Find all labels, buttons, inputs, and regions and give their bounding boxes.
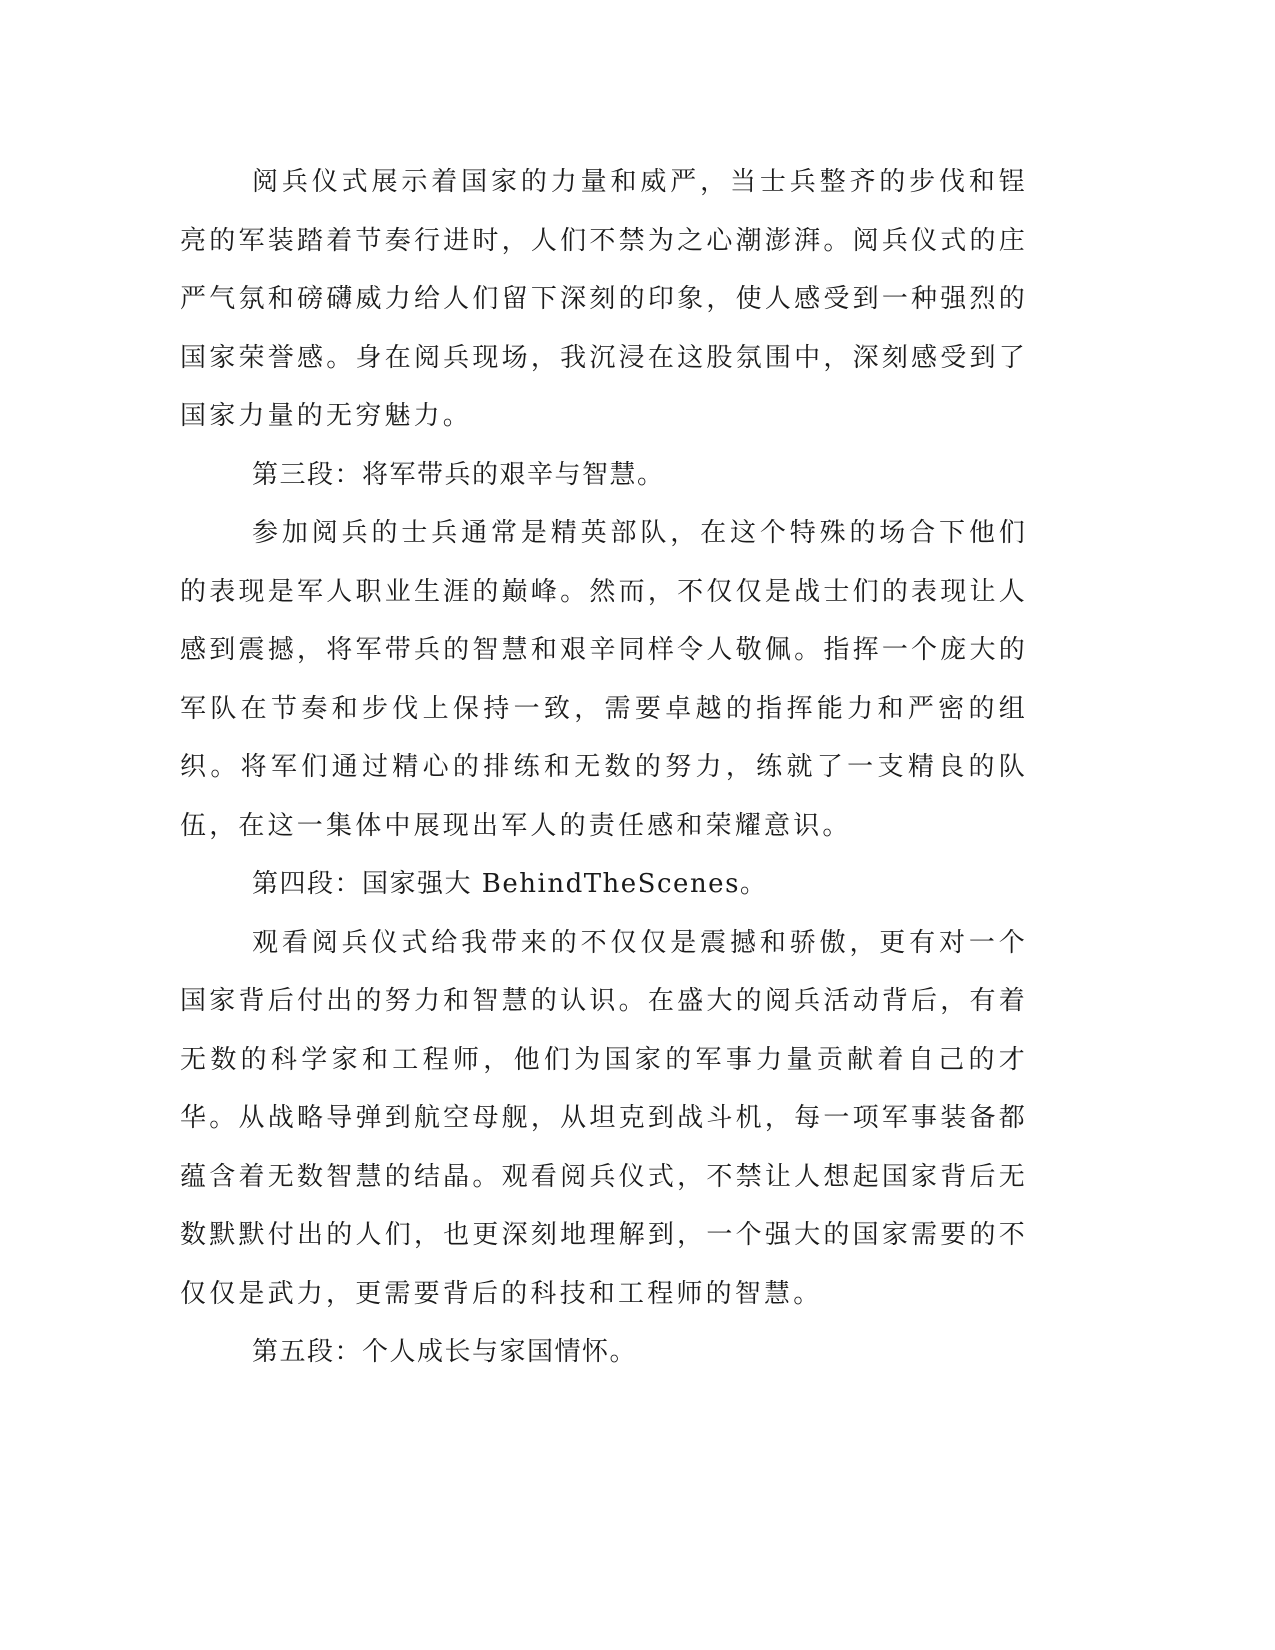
document-body bbox=[180, 153, 1028, 1382]
section-heading-5: 第五段：个人成长与家国情怀。 bbox=[252, 1337, 638, 1367]
paragraph-behind-the-scenes: 观看阅兵仪式给我带来的不仅仅是震撼和骄傲，更有对一个国家背后付出的努力和智慧的认识。在盛大的阅兵活动背后，有着无数的科学家和工程师，他们为国家的军事力量贡献着自己的才华。从战略导弹到航空母舰，从坦克到战斗机，每一项军事装备都蕴含着无数智慧的结晶。观看阅兵仪式，不禁让人想起国家背后无数默默付出的人们，也更深刻地理解到，一个强大的国家需要的不仅仅是武力，更需要背后的科技和工程师的智慧。 bbox=[180, 927, 1028, 1309]
paragraph-generals-wisdom: 参加阅兵的士兵通常是精英部队，在这个特殊的场合下他们的表现是军人职业生涯的巅峰。然而，不仅仅是战士们的表现让人感到震撼，将军带兵的智慧和艰辛同样令人敬佩。指挥一个庞大的军队在节奏和步伐上保持一致，需要卓越的指挥能力和严密的组织。将军们通过精心的排练和无数的努力，练就了一支精良的队伍，在这一集体中展现出军人的责任感和荣耀意识。 bbox=[180, 518, 1028, 841]
section-heading-4: 第四段：国家强大 BehindTheScenes。 bbox=[252, 869, 768, 899]
paragraph-parade-majesty: 阅兵仪式展示着国家的力量和威严，当士兵整齐的步伐和锃亮的军装踏着节奏行进时，人们不禁为之心潮澎湃。阅兵仪式的庄严气氛和磅礴威力给人们留下深刻的印象，使人感受到一种强烈的国家荣誉感。身在阅兵现场，我沉浸在这股氛围中，深刻感受到了国家力量的无穷魅力。 bbox=[180, 167, 1028, 431]
section-heading-3: 第三段：将军带兵的艰辛与智慧。 bbox=[252, 459, 665, 490]
